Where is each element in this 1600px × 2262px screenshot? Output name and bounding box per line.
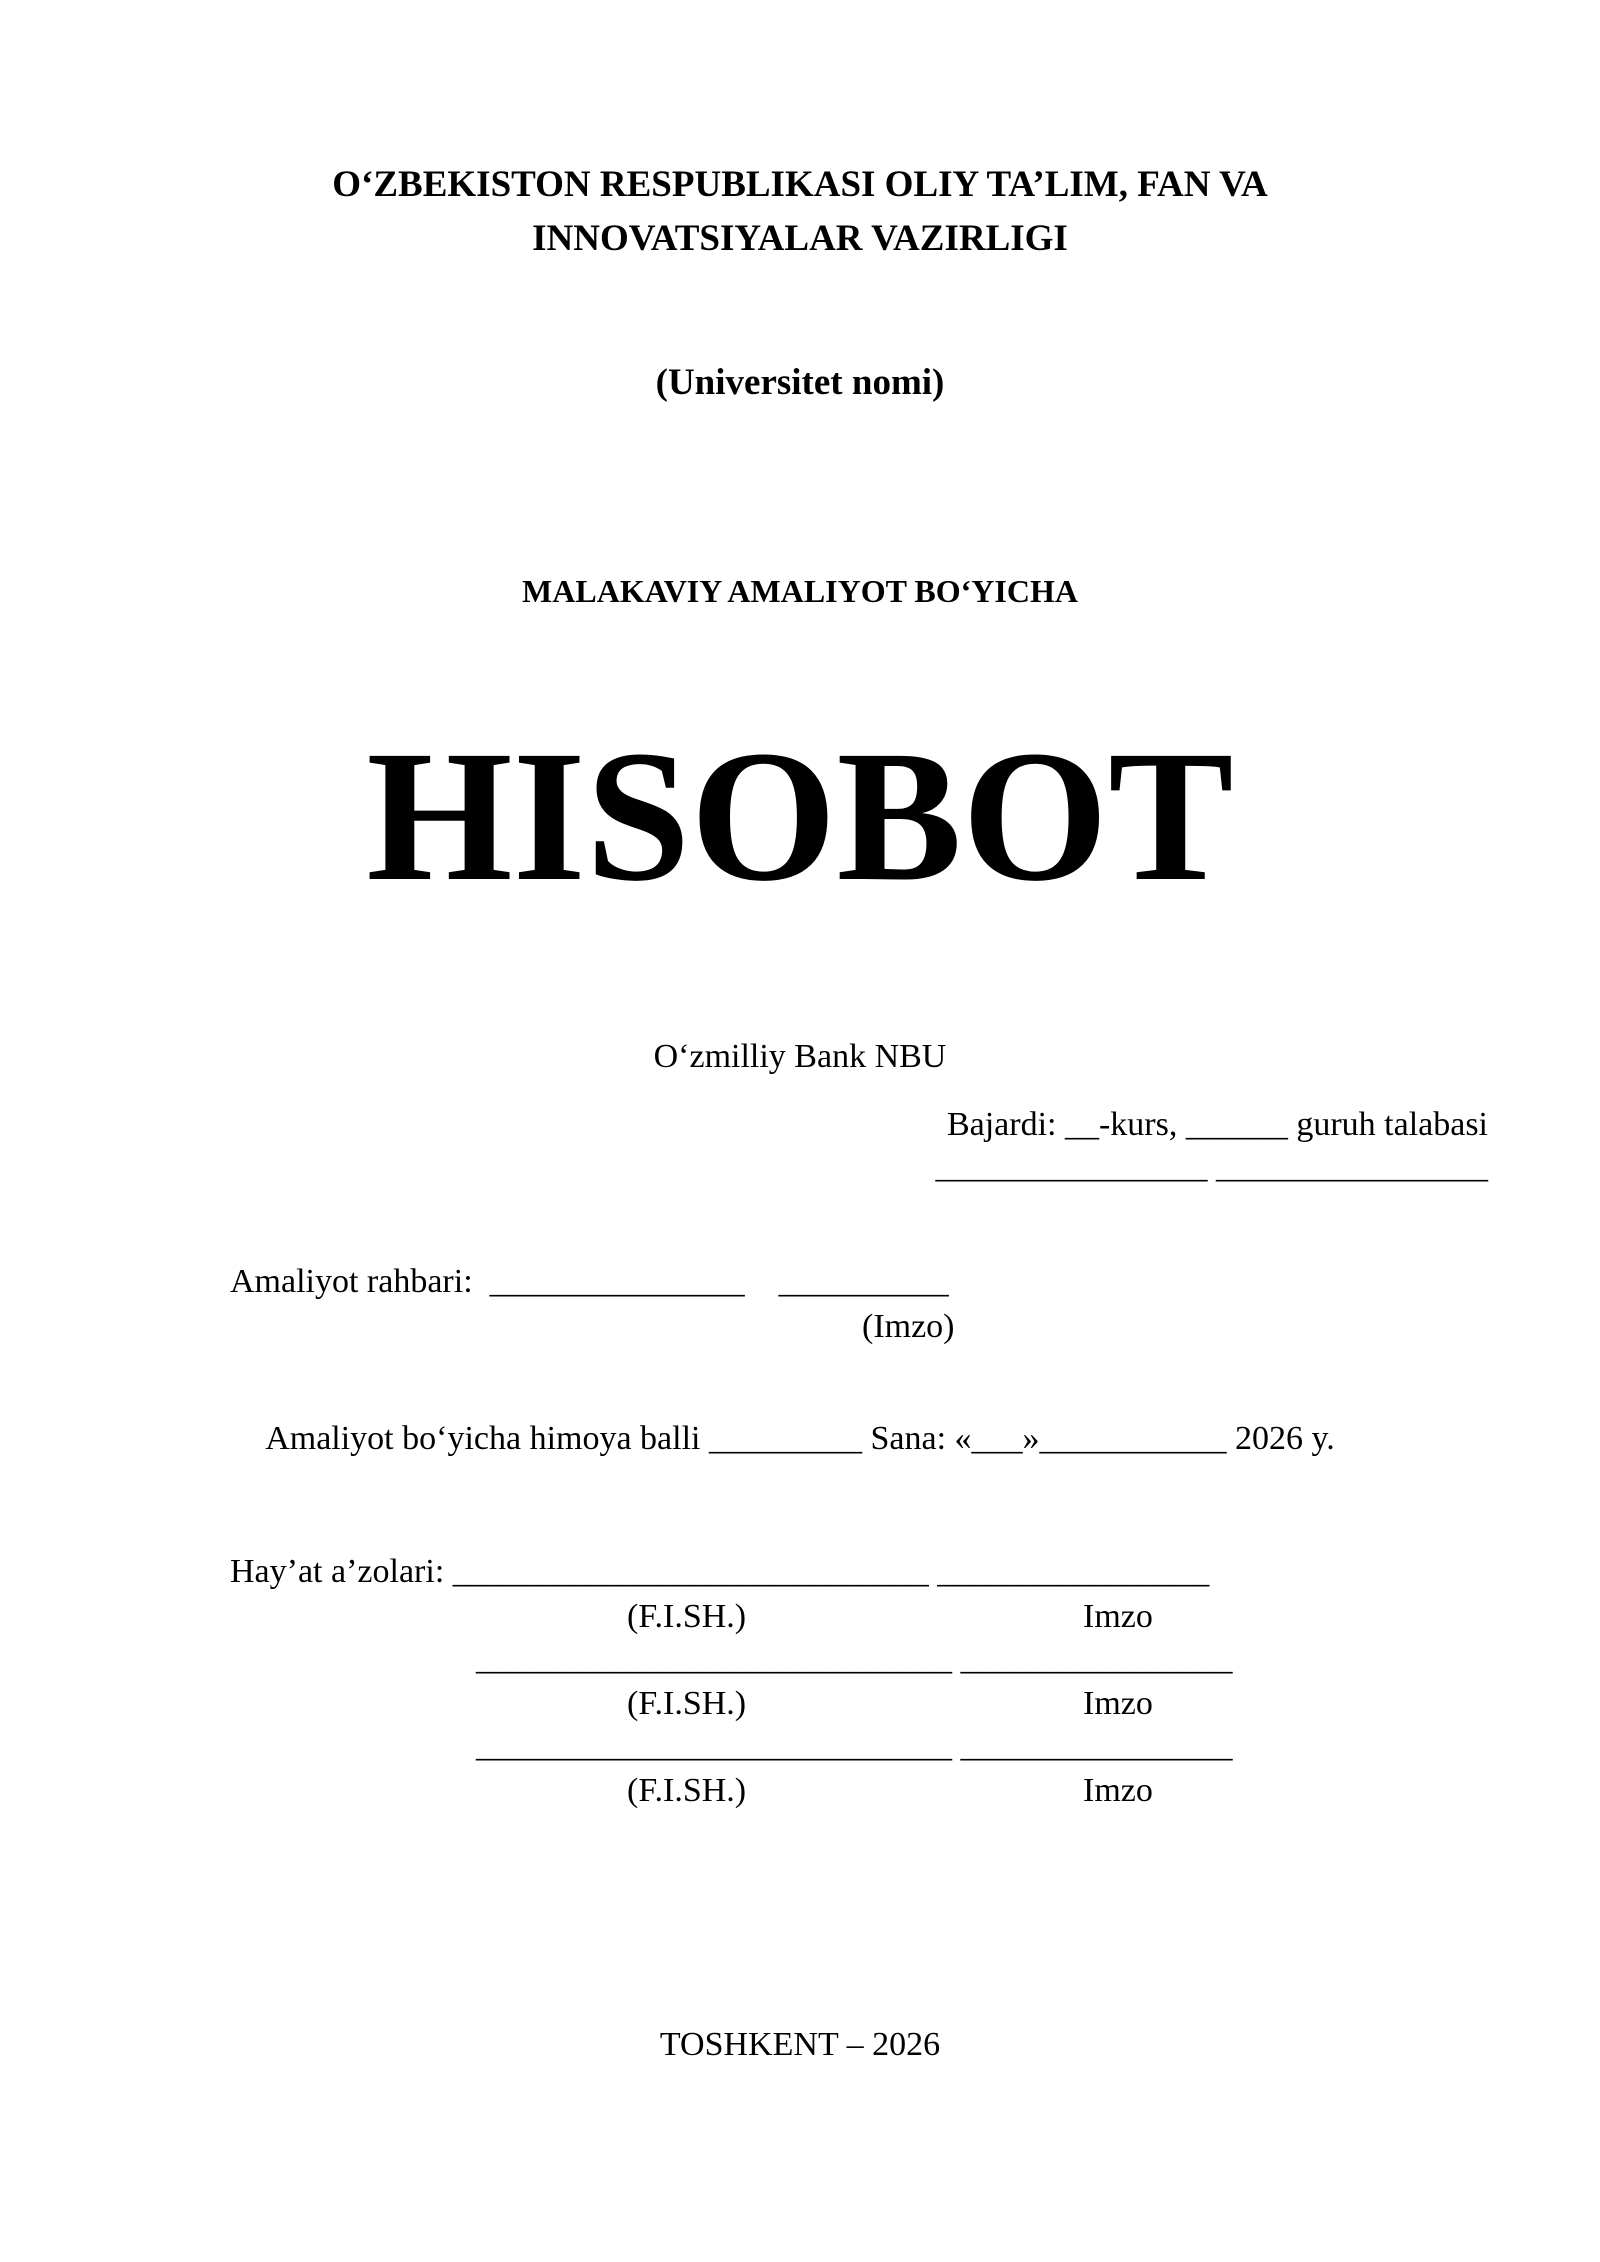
report-subtitle: MALAKAVIY AMALIYOT BO‘YICHA: [522, 573, 1078, 609]
committee-members-line: Hay’at a’zolari: ____________________________ ________________: [230, 1553, 1210, 1590]
ministry-line-2: INNOVATSIYALAR VAZIRLIGI: [532, 218, 1068, 259]
ministry-heading: [0, 158, 1600, 266]
organization-name: O‘zmilliy Bank NBU: [653, 1038, 947, 1075]
report-title: HISOBOT: [366, 711, 1234, 920]
committee-signature-label-3: Imzo: [1083, 1772, 1153, 1809]
supervisor-line: Amaliyot rahbari: _______________ __________: [230, 1263, 949, 1300]
supervisor-signature-label: (Imzo): [862, 1308, 955, 1345]
committee-member-line-2: ____________________________ ________________: [476, 1640, 1233, 1677]
ministry-line-1: O‘ZBEKISTON RESPUBLIKASI OLIY TA’LIM, FAN VA: [332, 164, 1268, 205]
committee-signature-label-2: Imzo: [1083, 1685, 1153, 1722]
committee-signature-label-1: Imzo: [1083, 1598, 1153, 1635]
performer-line: Bajardi: __-kurs, ______ guruh talabasi: [946, 1106, 1488, 1143]
defense-score-date-line: Amaliyot bo‘yicha himoya balli _________ Sana: «___»___________ 2026 y.: [265, 1420, 1335, 1457]
city-year-footer: TOSHKENT – 2026: [659, 2026, 941, 2063]
committee-name-label-1: (F.I.SH.): [627, 1598, 747, 1635]
university-name: (Universitet nomi): [655, 362, 945, 403]
committee-member-line-3: ____________________________ ________________: [476, 1727, 1233, 1764]
committee-name-label-2: (F.I.SH.): [627, 1685, 747, 1722]
performer-name-lines: ________________ ________________: [935, 1148, 1488, 1185]
committee-name-label-3: (F.I.SH.): [627, 1772, 747, 1809]
